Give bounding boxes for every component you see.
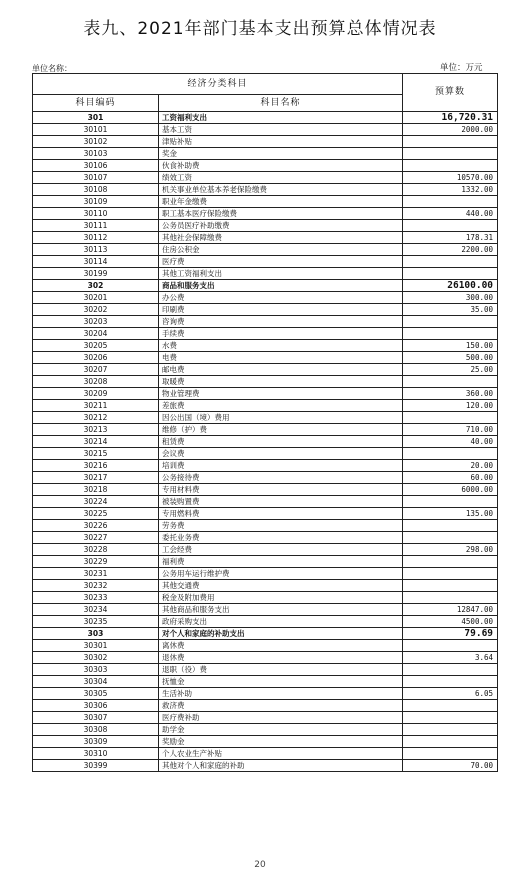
row-code: 30232 <box>33 580 159 592</box>
row-amount <box>403 196 498 208</box>
row-code: 30216 <box>33 460 159 472</box>
page-number: 20 <box>254 860 266 870</box>
table-row <box>33 676 498 688</box>
unit-name-label: 单位名称： <box>32 64 72 73</box>
table-row <box>33 292 498 304</box>
table-row <box>33 580 498 592</box>
row-name: 职工基本医疗保险缴费 <box>159 208 403 220</box>
row-name: 电费 <box>159 352 403 364</box>
row-code: 30227 <box>33 532 159 544</box>
row-code: 30305 <box>33 688 159 700</box>
row-amount <box>403 556 498 568</box>
row-amount <box>403 532 498 544</box>
row-amount <box>403 724 498 736</box>
row-name: 伙食补助费 <box>159 160 403 172</box>
row-name: 住房公积金 <box>159 244 403 256</box>
row-amount <box>403 700 498 712</box>
row-amount: 60.00 <box>403 472 498 484</box>
row-amount: 40.00 <box>403 436 498 448</box>
row-amount: 26100.00 <box>403 280 498 292</box>
row-name: 其他交通费 <box>159 580 403 592</box>
header-economic-category: 经济分类科目 <box>33 74 403 95</box>
row-code: 30111 <box>33 220 159 232</box>
table-row <box>33 172 498 184</box>
table-row <box>33 136 498 148</box>
row-amount <box>403 676 498 688</box>
row-amount: 4500.00 <box>403 616 498 628</box>
row-amount: 6.05 <box>403 688 498 700</box>
header-budget: 预算数 <box>403 74 498 112</box>
row-code: 30199 <box>33 268 159 280</box>
table-row <box>33 484 498 496</box>
table-row <box>33 304 498 316</box>
row-amount <box>403 568 498 580</box>
row-code: 30108 <box>33 184 159 196</box>
row-code: 30207 <box>33 364 159 376</box>
table-row <box>33 652 498 664</box>
row-amount: 16,720.31 <box>403 112 498 124</box>
table-row <box>33 256 498 268</box>
header-code: 科目编码 <box>33 95 159 112</box>
row-name: 邮电费 <box>159 364 403 376</box>
row-amount <box>403 160 498 172</box>
row-amount: 2200.00 <box>403 244 498 256</box>
table-row <box>33 376 498 388</box>
row-code: 30218 <box>33 484 159 496</box>
table-row <box>33 160 498 172</box>
row-name: 手续费 <box>159 328 403 340</box>
row-code: 30110 <box>33 208 159 220</box>
row-name: 其他对个人和家庭的补助 <box>159 760 403 772</box>
row-name: 生活补助 <box>159 688 403 700</box>
row-code: 30212 <box>33 412 159 424</box>
row-name: 税金及附加费用 <box>159 592 403 604</box>
row-code: 30399 <box>33 760 159 772</box>
row-name: 工资福利支出 <box>159 112 403 124</box>
row-name: 委托业务费 <box>159 532 403 544</box>
currency-unit-label: 单位：万元 <box>440 63 483 73</box>
table-row <box>33 568 498 580</box>
row-name: 维修（护）费 <box>159 424 403 436</box>
table-row <box>33 592 498 604</box>
table-row <box>33 460 498 472</box>
row-code: 30206 <box>33 352 159 364</box>
row-code: 30211 <box>33 400 159 412</box>
row-code: 30107 <box>33 172 159 184</box>
row-code: 30114 <box>33 256 159 268</box>
row-code: 30234 <box>33 604 159 616</box>
row-name: 离休费 <box>159 640 403 652</box>
table-row <box>33 736 498 748</box>
table-row <box>33 232 498 244</box>
row-code: 30209 <box>33 388 159 400</box>
row-name: 个人农业生产补贴 <box>159 748 403 760</box>
table-row <box>33 124 498 136</box>
row-code: 30235 <box>33 616 159 628</box>
row-code: 30202 <box>33 304 159 316</box>
table-row <box>33 688 498 700</box>
table-row <box>33 280 498 292</box>
row-amount: 25.00 <box>403 364 498 376</box>
row-code: 30302 <box>33 652 159 664</box>
table-row <box>33 316 498 328</box>
row-amount: 360.00 <box>403 388 498 400</box>
row-name: 工会经费 <box>159 544 403 556</box>
row-name: 医疗费 <box>159 256 403 268</box>
row-name: 政府采购支出 <box>159 616 403 628</box>
table-row <box>33 340 498 352</box>
table-row <box>33 640 498 652</box>
row-amount <box>403 736 498 748</box>
row-name: 印刷费 <box>159 304 403 316</box>
row-name: 水费 <box>159 340 403 352</box>
row-name: 培训费 <box>159 460 403 472</box>
table-body <box>33 112 498 772</box>
row-code: 30213 <box>33 424 159 436</box>
table-row <box>33 544 498 556</box>
table-row <box>33 556 498 568</box>
row-amount <box>403 580 498 592</box>
row-amount <box>403 448 498 460</box>
row-name: 公务接待费 <box>159 472 403 484</box>
row-amount: 150.00 <box>403 340 498 352</box>
row-code: 303 <box>33 628 159 640</box>
row-name: 对个人和家庭的补助支出 <box>159 628 403 640</box>
row-name: 基本工资 <box>159 124 403 136</box>
row-code: 30229 <box>33 556 159 568</box>
row-name: 其他社会保障缴费 <box>159 232 403 244</box>
row-amount <box>403 328 498 340</box>
row-amount: 6000.00 <box>403 484 498 496</box>
table-row <box>33 628 498 640</box>
row-code: 301 <box>33 112 159 124</box>
row-amount <box>403 712 498 724</box>
row-name: 公务员医疗补助缴费 <box>159 220 403 232</box>
row-name: 奖金 <box>159 148 403 160</box>
table-row <box>33 112 498 124</box>
row-name: 被装购置费 <box>159 496 403 508</box>
row-name: 办公费 <box>159 292 403 304</box>
row-name: 取暖费 <box>159 376 403 388</box>
table-row <box>33 604 498 616</box>
table-row <box>33 748 498 760</box>
table-row <box>33 700 498 712</box>
row-name: 租赁费 <box>159 436 403 448</box>
row-name: 其他工资福利支出 <box>159 268 403 280</box>
row-code: 30101 <box>33 124 159 136</box>
row-amount <box>403 220 498 232</box>
row-code: 30308 <box>33 724 159 736</box>
table-row <box>33 508 498 520</box>
row-code: 30304 <box>33 676 159 688</box>
row-amount <box>403 520 498 532</box>
row-code: 30103 <box>33 148 159 160</box>
row-code: 30113 <box>33 244 159 256</box>
row-name: 救济费 <box>159 700 403 712</box>
row-amount <box>403 640 498 652</box>
row-amount <box>403 592 498 604</box>
row-amount: 135.00 <box>403 508 498 520</box>
row-amount: 300.00 <box>403 292 498 304</box>
table-row <box>33 184 498 196</box>
row-code: 30205 <box>33 340 159 352</box>
table-row <box>33 760 498 772</box>
row-amount: 79.69 <box>403 628 498 640</box>
row-code: 30307 <box>33 712 159 724</box>
row-amount: 35.00 <box>403 304 498 316</box>
row-code: 30214 <box>33 436 159 448</box>
row-code: 30109 <box>33 196 159 208</box>
table-row <box>33 532 498 544</box>
table-row <box>33 388 498 400</box>
row-amount: 120.00 <box>403 400 498 412</box>
row-name: 因公出国（境）费用 <box>159 412 403 424</box>
row-code: 30228 <box>33 544 159 556</box>
table-row <box>33 424 498 436</box>
row-code: 30306 <box>33 700 159 712</box>
row-code: 30201 <box>33 292 159 304</box>
row-name: 专用材料费 <box>159 484 403 496</box>
row-code: 30224 <box>33 496 159 508</box>
row-code: 30203 <box>33 316 159 328</box>
row-code: 30303 <box>33 664 159 676</box>
row-name: 会议费 <box>159 448 403 460</box>
row-name: 绩效工资 <box>159 172 403 184</box>
row-name: 津贴补贴 <box>159 136 403 148</box>
row-amount <box>403 268 498 280</box>
table-row <box>33 400 498 412</box>
table-row <box>33 664 498 676</box>
row-amount: 710.00 <box>403 424 498 436</box>
row-amount: 1332.00 <box>403 184 498 196</box>
row-name: 医疗费补助 <box>159 712 403 724</box>
table-row <box>33 208 498 220</box>
row-amount: 2000.00 <box>403 124 498 136</box>
row-code: 30112 <box>33 232 159 244</box>
row-name: 商品和服务支出 <box>159 280 403 292</box>
row-name: 奖励金 <box>159 736 403 748</box>
row-amount: 500.00 <box>403 352 498 364</box>
table-row <box>33 364 498 376</box>
table-row <box>33 616 498 628</box>
table-row <box>33 520 498 532</box>
row-code: 30204 <box>33 328 159 340</box>
row-amount <box>403 148 498 160</box>
row-amount <box>403 496 498 508</box>
row-amount: 3.64 <box>403 652 498 664</box>
header-name: 科目名称 <box>159 95 403 112</box>
row-code: 30208 <box>33 376 159 388</box>
page-title: 表九、2021年部门基本支出预算总体情况表 <box>83 19 437 39</box>
row-amount <box>403 664 498 676</box>
table-row <box>33 472 498 484</box>
row-name: 福利费 <box>159 556 403 568</box>
row-name: 物业管理费 <box>159 388 403 400</box>
row-amount: 298.00 <box>403 544 498 556</box>
row-code: 30106 <box>33 160 159 172</box>
row-code: 30102 <box>33 136 159 148</box>
row-code: 30226 <box>33 520 159 532</box>
row-amount: 440.00 <box>403 208 498 220</box>
table-row <box>33 496 498 508</box>
row-name: 其他商品和服务支出 <box>159 604 403 616</box>
row-amount: 70.00 <box>403 760 498 772</box>
row-amount <box>403 376 498 388</box>
row-code: 30233 <box>33 592 159 604</box>
row-amount: 10570.00 <box>403 172 498 184</box>
row-name: 退休费 <box>159 652 403 664</box>
row-amount <box>403 748 498 760</box>
row-name: 退职（役）费 <box>159 664 403 676</box>
row-code: 30301 <box>33 640 159 652</box>
row-name: 咨询费 <box>159 316 403 328</box>
row-name: 机关事业单位基本养老保险缴费 <box>159 184 403 196</box>
table-row <box>33 244 498 256</box>
row-code: 30310 <box>33 748 159 760</box>
row-name: 公务用车运行维护费 <box>159 568 403 580</box>
row-amount <box>403 256 498 268</box>
row-name: 劳务费 <box>159 520 403 532</box>
table-row <box>33 412 498 424</box>
table-row <box>33 220 498 232</box>
row-name: 职业年金缴费 <box>159 196 403 208</box>
table-row <box>33 268 498 280</box>
budget-table <box>32 73 498 772</box>
row-code: 30225 <box>33 508 159 520</box>
table-row <box>33 436 498 448</box>
row-code: 302 <box>33 280 159 292</box>
row-code: 30309 <box>33 736 159 748</box>
table-row <box>33 448 498 460</box>
row-code: 30215 <box>33 448 159 460</box>
table-row <box>33 196 498 208</box>
table-row <box>33 352 498 364</box>
row-amount: 20.00 <box>403 460 498 472</box>
row-name: 差旅费 <box>159 400 403 412</box>
table-row <box>33 724 498 736</box>
row-amount <box>403 412 498 424</box>
table-row <box>33 148 498 160</box>
row-name: 助学金 <box>159 724 403 736</box>
row-name: 专用燃料费 <box>159 508 403 520</box>
row-amount: 178.31 <box>403 232 498 244</box>
row-code: 30231 <box>33 568 159 580</box>
table-row <box>33 712 498 724</box>
row-name: 抚恤金 <box>159 676 403 688</box>
table-row <box>33 328 498 340</box>
row-amount <box>403 316 498 328</box>
row-amount <box>403 136 498 148</box>
row-amount: 12847.00 <box>403 604 498 616</box>
row-code: 30217 <box>33 472 159 484</box>
